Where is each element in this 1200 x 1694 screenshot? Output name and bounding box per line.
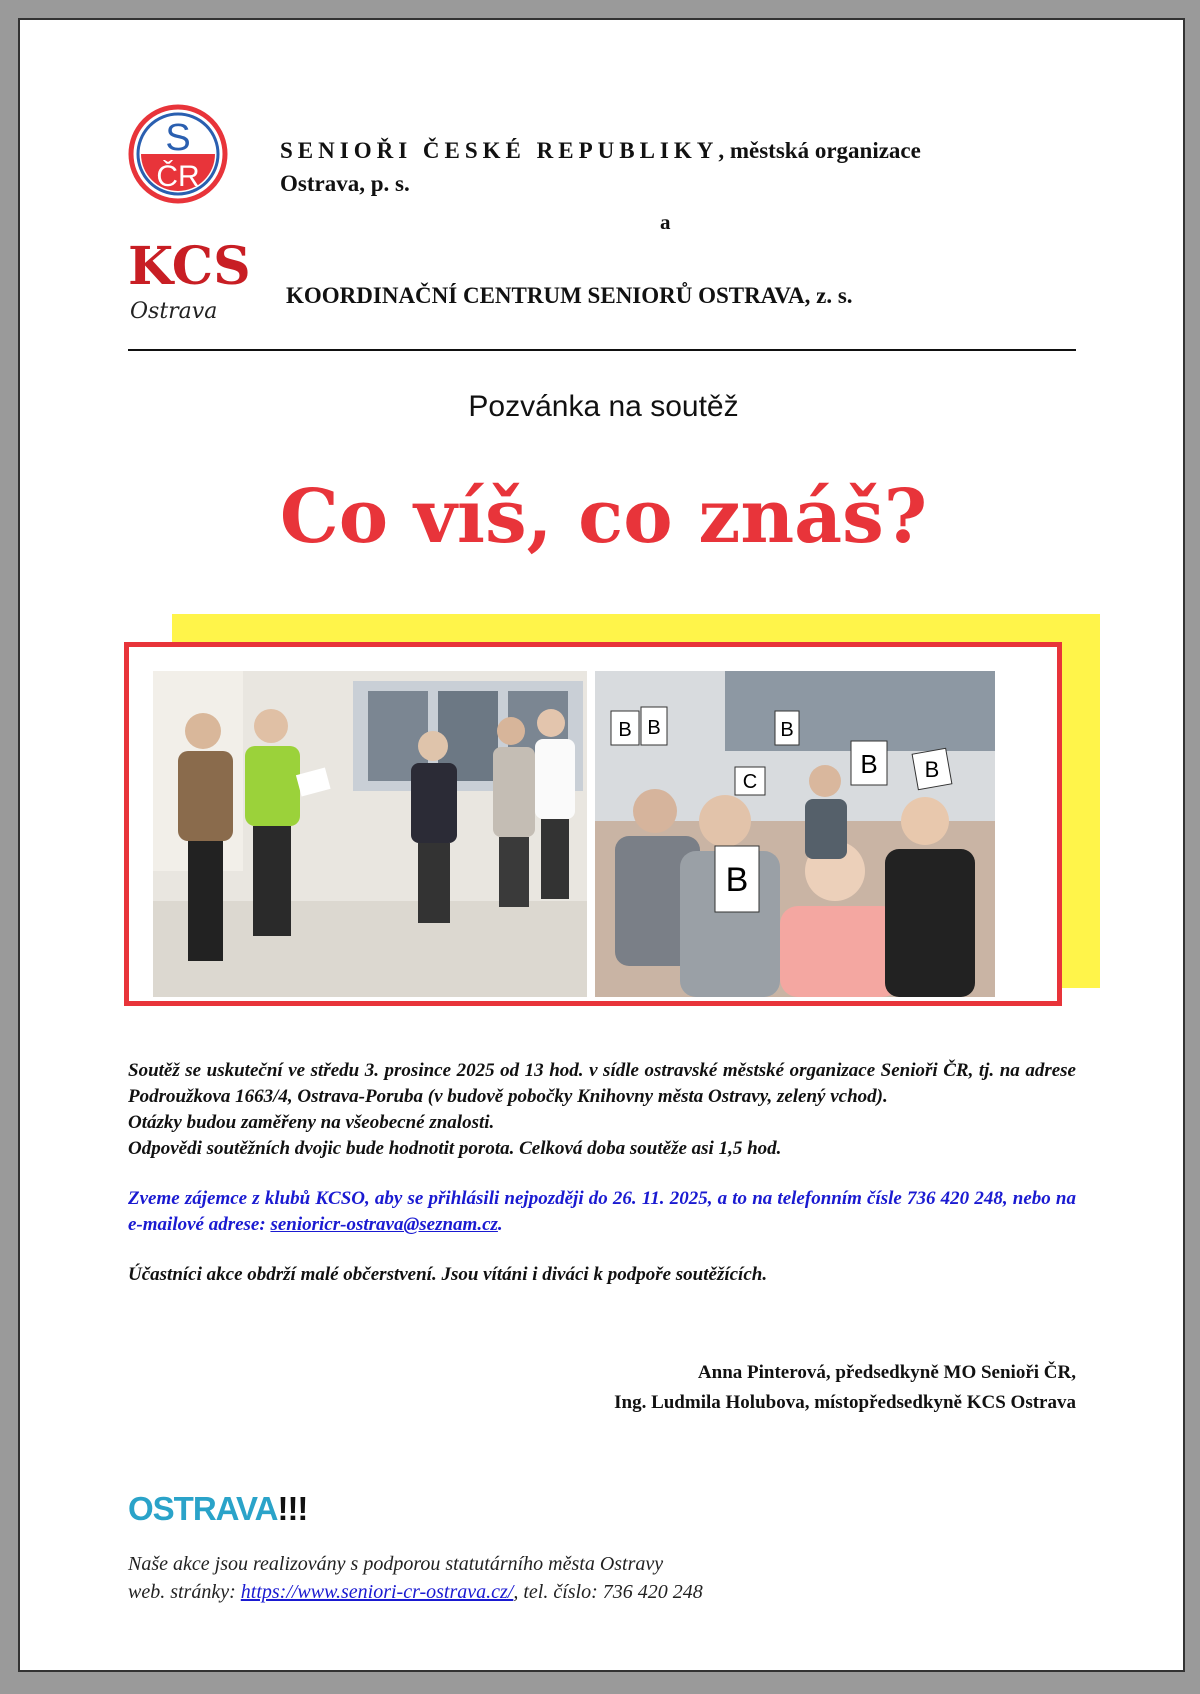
kcs-logo-script: Ostrava (130, 299, 218, 324)
footer-line2 (128, 1578, 703, 1606)
ostrava-logo-word: OSTRAVA (128, 1490, 278, 1527)
email-link[interactable]: senioricr-ostrava@seznam.cz (270, 1214, 498, 1235)
footer (128, 1550, 703, 1606)
registration-end: . (497, 1214, 503, 1235)
ostrava-logo (128, 1490, 307, 1528)
signature-block (128, 1358, 1076, 1418)
org1-name-rest: , městská organizace (718, 138, 921, 163)
header-divider (128, 349, 1076, 351)
body-p4: Účastníci akce obdrží malé občerstvení. Jsou vítáni i diváci k podpoře soutěžících. (128, 1264, 768, 1285)
scr-logo (128, 104, 228, 204)
kcs-logo (120, 226, 250, 336)
card-3: B (725, 861, 749, 899)
org1-name-line2: Ostrava, p. s. (280, 171, 410, 196)
org2-name: KOORDINAČNÍ CENTRUM SENIORŮ OSTRAVA, z. s. (286, 283, 853, 308)
kcs-logo-letters: KCS (128, 236, 250, 297)
photo-collage (124, 614, 1100, 1006)
photo-audience-with-cards (595, 671, 995, 997)
photo-seniors-standing (153, 671, 587, 997)
footer-web-label: web. stránky: (128, 1581, 241, 1603)
body-registration (128, 1186, 1076, 1238)
scr-logo-bottom: ČR (156, 160, 200, 193)
card-5: B (780, 719, 794, 741)
body-p3: Odpovědi soutěžních dvojic bude hodnotit porota. Celková doba soutěže asi 1,5 hod. (128, 1138, 782, 1159)
conjunction: a (660, 210, 671, 234)
document-page (18, 18, 1185, 1672)
ostrava-logo-marks: !!! (277, 1490, 308, 1527)
card-4: C (742, 771, 758, 793)
card-2: B (647, 717, 661, 739)
registration-text: Zveme zájemce z klubů KCSO, aby se přihlásili nejpozději do 26. 11. 2025, a to na telefonním čísle 736 420 248, nebo na e-mailové adrese: (128, 1188, 1076, 1235)
signature-line2: Ing. Ludmila Holubova, místopředsedkyně KCS Ostrava (614, 1392, 1076, 1413)
invite-label: Pozvánka na soutěž (468, 390, 739, 423)
card-7: B (924, 757, 940, 782)
website-link[interactable]: https://www.seniori-cr-ostrava.cz/ (240, 1581, 514, 1603)
footer-phone: , tel. číslo: 736 420 248 (513, 1581, 703, 1603)
page-title: Co víš, co znáš? (279, 474, 928, 560)
card-6: B (860, 749, 878, 779)
signature-line1: Anna Pinterová, předsedkyně MO Senioři ČR, (697, 1362, 1076, 1383)
org1-name-spaced: SENIOŘI ČESKÉ REPUBLIKY (280, 138, 719, 163)
body-text (128, 1058, 1076, 1288)
footer-line1: Naše akce jsou realizovány s podporou statutárního města Ostravy (128, 1553, 664, 1575)
scr-logo-top: S (165, 117, 191, 159)
org1-name (280, 134, 921, 200)
photo-frame (124, 642, 1062, 1006)
card-1: B (618, 719, 632, 741)
body-p2: Otázky budou zaměřeny na všeobecné znalosti. (128, 1112, 495, 1133)
body-p1: Soutěž se uskuteční ve středu 3. prosince 2025 od 13 hod. v sídle ostravské městské organizace Senioři ČR, tj. na adrese Podroužkova 1663/4, Ostrava-Poruba (v budově pobočky Knihovny města Ostravy, zelený vchod). (128, 1060, 1076, 1107)
